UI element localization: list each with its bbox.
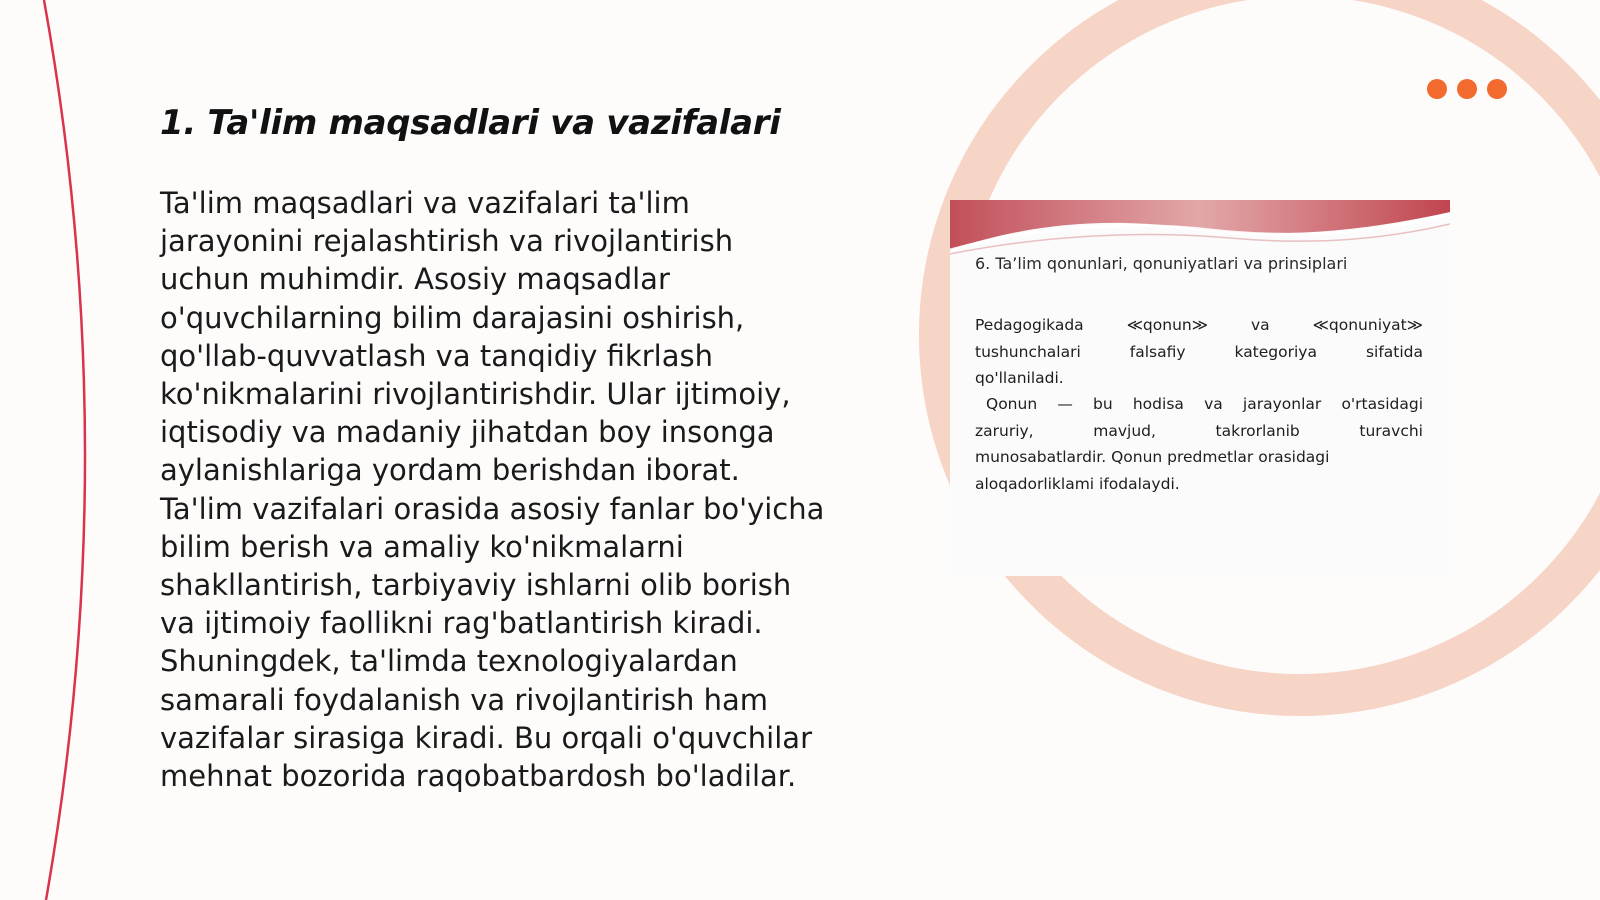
document-excerpt-image <box>950 200 1450 576</box>
document-paragraph-1 <box>975 312 1423 392</box>
body-line: Shuningdek, ta'limda texnologiyalardan <box>160 644 738 679</box>
doc-line: zaruriy, mavjud, takrorlanib turavchi <box>975 421 1423 440</box>
body-line: aylanishlariga yordam berishdan iborat. <box>160 453 740 488</box>
doc-line: tushunchalari falsafiy kategoriya sifatida <box>975 342 1423 361</box>
document-banner <box>950 200 1450 256</box>
dot-icon <box>1427 79 1447 99</box>
body-line: vazifalar sirasiga kiradi. Bu orqali o'quvchilar <box>160 720 812 755</box>
dot-icon <box>1487 79 1507 99</box>
document-paragraph-2 <box>975 391 1423 497</box>
body-line: samarali foydalanish va rivojlantirish ham <box>160 682 769 717</box>
body-line: jarayonini rejalashtirish va rivojlantirish <box>160 224 734 259</box>
body-line: o'quvchilarning bilim darajasini oshirish, <box>160 300 745 335</box>
document-heading: 6. Ta’lim qonunlari, qonuniyatlari va prinsiplari <box>975 254 1348 273</box>
body-line: va ijtimoiy faollikni rag'batlantirish kiradi. <box>160 606 763 641</box>
ellipsis-dots <box>1427 79 1507 99</box>
body-line: Ta'lim vazifalari orasida asosiy fanlar bo'yicha <box>160 491 825 526</box>
decorative-left-curve <box>44 0 85 900</box>
body-line: qo'llab-quvvatlash va tanqidiy fikrlash <box>160 338 713 373</box>
slide-body-text <box>160 184 850 795</box>
doc-line: Qonun — bu hodisa va jarayonlar o'rtasidagi <box>986 395 1423 413</box>
slide-title: 1. Ta'lim maqsadlari va vazifalari <box>160 103 781 143</box>
doc-line: Pedagogikada ≪qonun≫ va ≪qonuniyat≫ <box>975 316 1423 334</box>
body-line: Ta'lim maqsadlari va vazifalari ta'lim <box>160 186 690 220</box>
body-line: mehnat bozorida raqobatbardosh bo'ladilar. <box>160 759 797 794</box>
body-line: uchun muhimdir. Asosiy maqsadlar <box>160 262 670 297</box>
doc-line: munosabatlardir. Qonun predmetlar orasidagi <box>975 448 1330 466</box>
body-line: ko'nikmalarini rivojlantirishdir. Ular ijtimoiy, <box>160 377 791 412</box>
doc-line: qo'llaniladi. <box>975 369 1064 387</box>
body-line: bilim berish va amaliy ko'nikmalarni <box>160 529 684 564</box>
body-line: iqtisodiy va madaniy jihatdan boy insonga <box>160 415 775 450</box>
dot-icon <box>1457 79 1477 99</box>
doc-line: aloqadorliklami ifodalaydi. <box>975 474 1180 493</box>
body-line: shakllantirish, tarbiyaviy ishlarni olib borish <box>160 568 792 603</box>
